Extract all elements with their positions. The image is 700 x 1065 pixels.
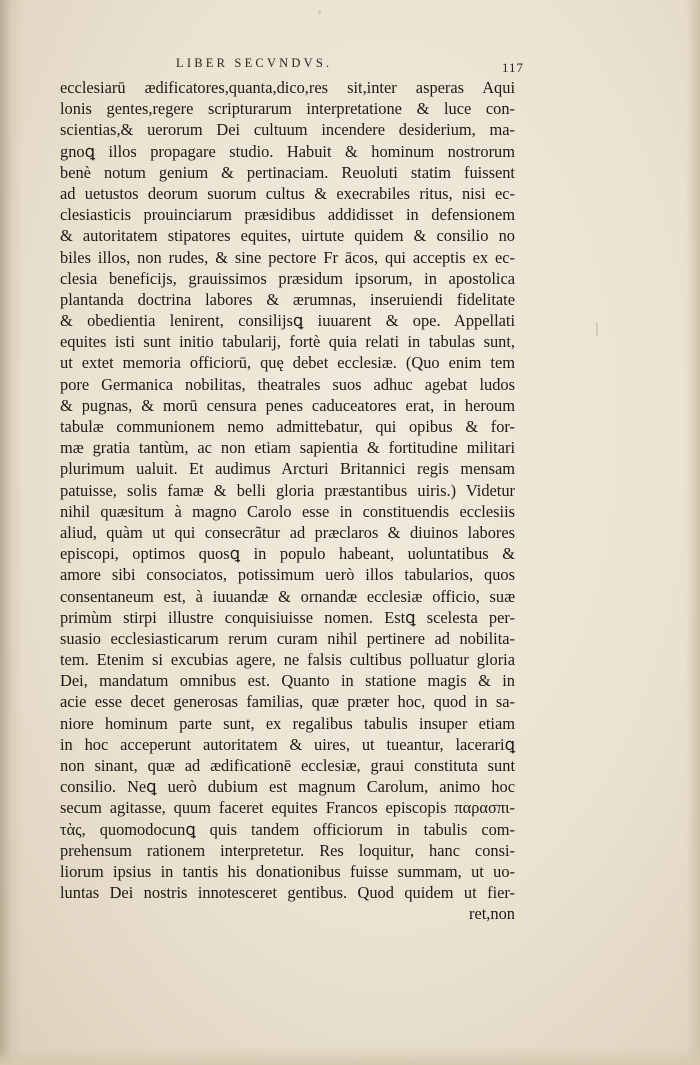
main-text-block <box>60 77 515 925</box>
running-head-title: LIBER SECVNDVS. <box>176 56 333 70</box>
text-line: consentaneum est, à iuuandæ & ornandæ ecclesiæ officio, suæ <box>60 586 515 606</box>
text-line: in hoc acceperunt autoritatem & uires, ut tueantur, lacerariꝗ <box>60 734 515 754</box>
text-line: aliud, quàm ut qui consecrãtur ad præclaros & diuinos labores <box>60 522 515 542</box>
page-bottom-shadow <box>0 1047 700 1065</box>
text-line: plantanda doctrina labores & ærumnas, inseruiendi fidelitate <box>60 289 515 309</box>
text-line: tabulæ communionem nemo admittebatur, qui opibus & for- <box>60 417 515 436</box>
text-line: episcopi, optimos quosꝗ in populo habeant, uoluntatibus & <box>60 544 515 564</box>
text-line: ecclesiarū ædificatores,quanta,dico,res sit,inter asperas Aqui <box>60 78 515 97</box>
text-line: gnoꝗ illos propagare studio. Habuit & hominum nostrorum <box>60 141 515 161</box>
page-number: 117 <box>502 60 525 75</box>
paper-stain <box>596 322 598 336</box>
running-head <box>60 56 540 76</box>
text-line: niore hominum parte sunt, ex regalibus tabulis insuper etiam <box>60 713 515 733</box>
text-line: nihil quæsitum à magno Carolo esse in constituendis ecclesiis <box>60 501 515 521</box>
text-line: patuisse, solis famæ & belli gloria præstantibus uiris.) Videtur <box>60 480 515 500</box>
page-edge-shadow <box>686 0 700 1065</box>
text-line: secum agitasse, quum faceret equites Francos episcopis παρασπι- <box>60 798 515 818</box>
text-line: luntas Dei nostris innotesceret gentibus. Quod quidem ut fier- <box>60 883 515 903</box>
text-line: primùm stirpi illustre conquisiuisse nomen. Estꝗ scelesta per- <box>60 607 515 627</box>
text-line: amore sibi consociatos, potissimum uerò illos tabularios, quos <box>60 565 515 585</box>
text-line: ad uetustos deorum suorum cultus & execrabiles ritus, nisi ec- <box>60 183 515 203</box>
gutter-shadow <box>0 0 22 1065</box>
text-line: liorum ipsius in tantis his donationibus fuisse summam, ut uo- <box>60 861 515 881</box>
paper-stain <box>318 10 321 15</box>
text-line: clesiasticis prouinciarum præsidibus addidisset in defensionem <box>60 205 515 225</box>
text-line: benè notum genium & pertinaciam. Reuoluti statim fuissent <box>60 162 515 182</box>
text-line: lonis gentes,regere scripturarum interpretatione & luce con- <box>60 99 515 119</box>
text-line: mæ gratia tantùm, ac non etiam sapientia & fortitudine militari <box>60 438 515 458</box>
text-line: clesia beneficijs, grauissimos præsidum ipsorum, in apostolica <box>60 268 515 288</box>
text-line: & autoritatem stipatores equites, uirtute quidem & consilio no <box>60 226 515 246</box>
text-line: equites isti sunt initio tabularij, fortè quia relati in tabulas sunt, <box>60 332 515 352</box>
text-line: ut extet memoria officiorū, quę debet ecclesiæ. (Quo enim tem <box>60 353 515 373</box>
text-line: non sinant, quæ ad ædificationē ecclesiæ, graui constituta sunt <box>60 756 515 775</box>
text-line: prehensum rationem interpretetur. Res loquitur, hanc consi- <box>60 840 515 860</box>
text-line: suasio ecclesiasticarum rerum curam nihil pertinere ad nobilita- <box>60 628 515 648</box>
text-line: consilio. Neꝗ uerò dubium est magnum Carolum, animo hoc <box>60 777 515 797</box>
text-line: tem. Etenim si excubias agere, ne falsis cultibus polluatur gloria <box>60 650 515 670</box>
text-line: plurimum ualuit. Et audimus Arcturi Britannici regis mensam <box>60 459 515 479</box>
text-line: ret,non <box>469 904 515 924</box>
text-line: biles illos, non rudes, & sine pectore Fr ācos, qui acceptis ex ec- <box>60 247 515 267</box>
text-line: & pugnas, & morū censura penes caduceatores erat, in heroum <box>60 395 515 415</box>
text-line: & obedientia lenirent, consilijsꝗ iuuarent & ope. Appellati <box>60 311 515 331</box>
text-line: pore Germanica nobilitas, theatrales suos adhuc agebat ludos <box>60 374 515 394</box>
text-line: scientias,& uerorum Dei cultuum incendere desiderium, ma- <box>60 120 515 140</box>
text-line: Dei, mandatum omnibus est. Quanto in statione magis & in <box>60 671 515 691</box>
text-line: τὰς, quomodocunꝗ quis tandem officiorum in tabulis com- <box>60 819 515 839</box>
text-line: acie esse decet generosas familias, quæ præter hoc, quod in sa- <box>60 692 515 712</box>
